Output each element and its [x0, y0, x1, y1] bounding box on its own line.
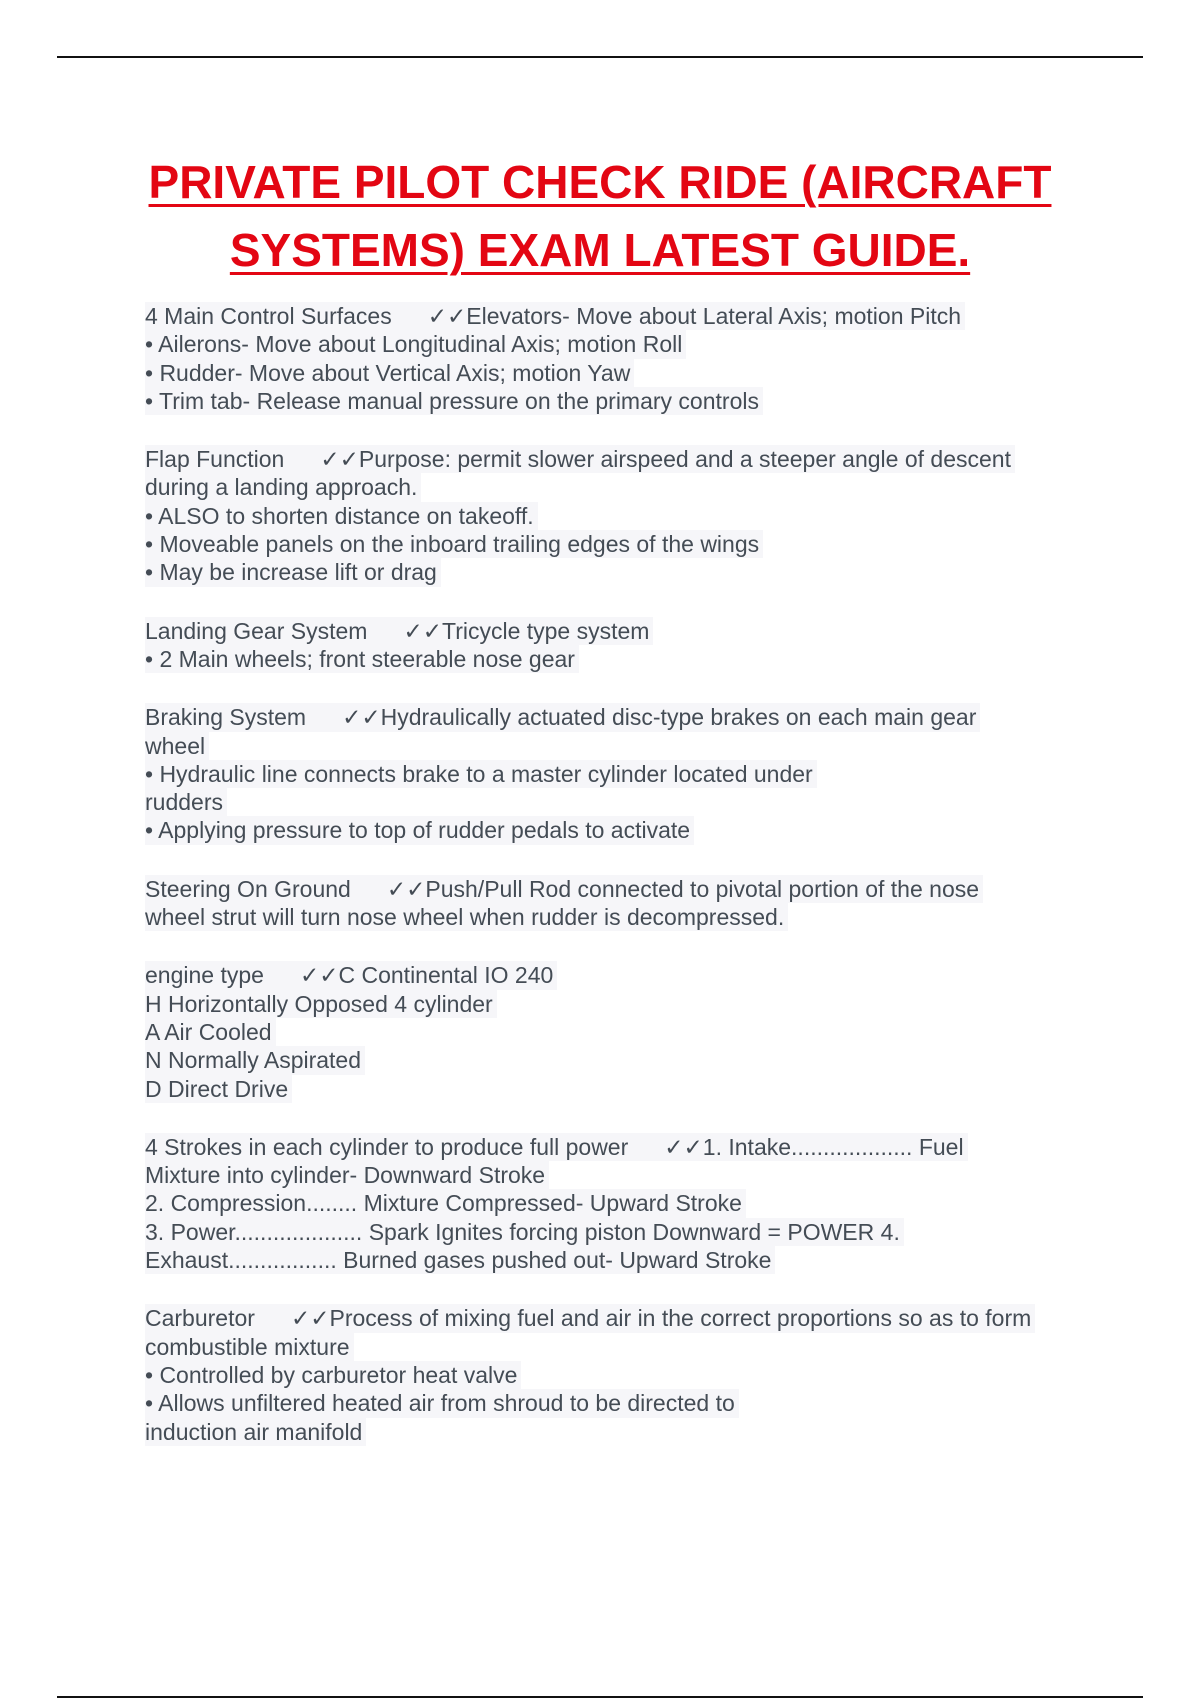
document-title [0, 148, 1200, 284]
flashcard-detail-line: • Rudder- Move about Vertical Axis; motion Yaw [145, 359, 634, 387]
flashcard-answer: ✓✓Elevators- Move about Lateral Axis; motion Pitch [427, 303, 962, 329]
flashcard-detail-line: Exhaust................. Burned gases pushed out- Upward Stroke [145, 1246, 775, 1274]
flashcard-detail-line: • Moveable panels on the inboard trailing edges of the wings [145, 530, 763, 558]
flashcard-first-line [145, 445, 1015, 473]
flashcard-term: Landing Gear System [145, 617, 368, 644]
flashcard [145, 961, 1105, 1102]
flashcard-answer: ✓✓Process of mixing fuel and air in the correct proportions so as to form [290, 1305, 1032, 1332]
flashcard-detail-line: • Hydraulic line connects brake to a master cylinder located under [145, 760, 817, 788]
flashcard-detail-line: wheel [145, 732, 209, 760]
flashcard-detail-line: A Air Cooled [145, 1018, 276, 1046]
flashcard-detail-line: 2. Compression........ Mixture Compressed- Upward Stroke [145, 1189, 746, 1217]
flashcard-detail-line: Mixture into cylinder- Downward Stroke [145, 1161, 549, 1189]
flashcard [145, 703, 1105, 844]
flashcard-detail-line: 3. Power.................... Spark Ignites forcing piston Downward = POWER 4. [145, 1218, 904, 1246]
flashcard-first-line [145, 617, 653, 645]
flashcard-detail-line: • May be increase lift or drag [145, 558, 441, 586]
flashcard-first-line [145, 703, 980, 731]
flashcard-list [145, 302, 1105, 1476]
footer-rule [57, 1696, 1143, 1698]
flashcard-answer: ✓✓C Continental IO 240 [299, 962, 554, 989]
flashcard [145, 445, 1105, 586]
flashcard-detail-line: during a landing approach. [145, 473, 421, 501]
flashcard-detail-line: • ALSO to shorten distance on takeoff. [145, 502, 538, 530]
flashcard-detail-line: • Trim tab- Release manual pressure on the primary controls [145, 387, 763, 415]
flashcard [145, 302, 1105, 415]
flashcard-first-line [145, 302, 965, 330]
flashcard-term: Steering On Ground [145, 875, 351, 902]
flashcard-term: 4 Main Control Surfaces [145, 303, 392, 329]
flashcard [145, 1133, 1105, 1274]
flashcard-answer: ✓✓Tricycle type system [403, 617, 650, 644]
flashcard-detail-line: wheel strut will turn nose wheel when rudder is decompressed. [145, 903, 788, 931]
flashcard-term: 4 Strokes in each cylinder to produce full power [145, 1133, 629, 1160]
flashcard-detail-line: rudders [145, 788, 227, 816]
flashcard-detail-line: • Ailerons- Move about Longitudinal Axis; motion Roll [145, 330, 686, 358]
header-rule [57, 56, 1143, 58]
flashcard [145, 875, 1105, 932]
flashcard-term: Braking System [145, 704, 307, 731]
flashcard-first-line [145, 961, 557, 989]
title-line-2: SYSTEMS) EXAM LATEST GUIDE. [229, 224, 971, 276]
flashcard-term: Flap Function [145, 446, 285, 473]
flashcard-answer: ✓✓1. Intake................... Fuel [664, 1133, 964, 1160]
flashcard-answer: ✓✓Purpose: permit slower airspeed and a steeper angle of descent [320, 446, 1011, 473]
flashcard-detail-line: combustible mixture [145, 1333, 354, 1361]
flashcard-detail-line: • Allows unfiltered heated air from shroud to be directed to [145, 1389, 739, 1417]
flashcard-detail-line: • Applying pressure to top of rudder pedals to activate [145, 816, 694, 844]
flashcard-first-line [145, 875, 983, 903]
flashcard-answer: ✓✓Hydraulically actuated disc-type brakes on each main gear [342, 704, 977, 731]
flashcard-detail-line: D Direct Drive [145, 1075, 292, 1103]
title-line-1: PRIVATE PILOT CHECK RIDE (AIRCRAFT [148, 156, 1052, 208]
flashcard-detail-line: induction air manifold [145, 1418, 366, 1446]
flashcard-detail-line: • 2 Main wheels; front steerable nose gear [145, 645, 579, 673]
flashcard-first-line [145, 1304, 1035, 1332]
flashcard-term: engine type [145, 962, 264, 989]
flashcard-first-line [145, 1133, 968, 1161]
flashcard [145, 617, 1105, 674]
flashcard-answer: ✓✓Push/Pull Rod connected to pivotal portion of the nose [386, 875, 980, 902]
flashcard [145, 1304, 1105, 1445]
flashcard-detail-line: H Horizontally Opposed 4 cylinder [145, 990, 497, 1018]
flashcard-term: Carburetor [145, 1305, 255, 1332]
flashcard-detail-line: N Normally Aspirated [145, 1046, 365, 1074]
flashcard-detail-line: • Controlled by carburetor heat valve [145, 1361, 521, 1389]
